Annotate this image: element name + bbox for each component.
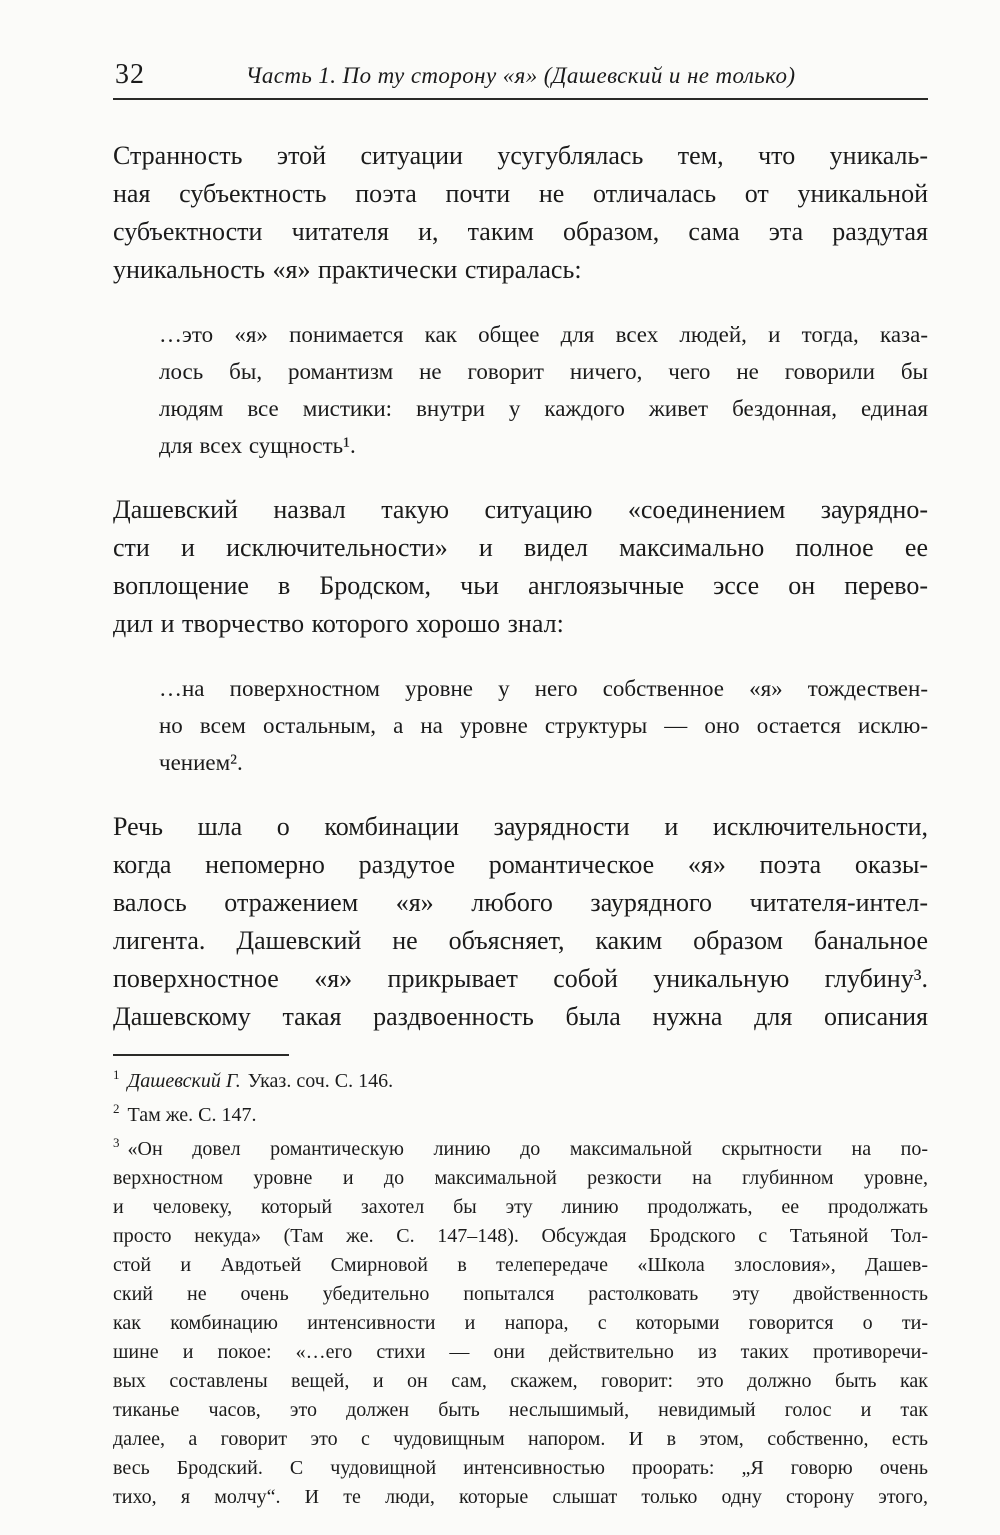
running-title: Часть 1. По ту сторону «я» (Дашевский и не только): [245, 63, 796, 88]
text-line: и человеку, который захотел бы эту линию продолжать, ее продолжать: [113, 1196, 928, 1218]
text-line: шине и покое: «…его стихи — они действительно из таких противоречи-: [113, 1341, 928, 1363]
text-line: тиканье часов, это должен быть неслышимый, невидимый голос и так: [113, 1399, 928, 1421]
paragraph-1: [113, 137, 928, 289]
page-number: 32: [115, 59, 145, 90]
blockquote-1: [113, 316, 928, 464]
paragraph-2: [113, 491, 928, 643]
footnote-text: Там же. С. 147.: [127, 1104, 257, 1126]
footnote-marker: 1: [113, 1067, 120, 1083]
footnote-text: «Он довел романтическую линию до максимальной скрытности на по-: [127, 1138, 928, 1160]
text-line: лигента. Дашевский не объясняет, каким образом банальное: [113, 926, 928, 955]
page-body: [113, 137, 928, 1036]
footnote-2: [113, 1101, 928, 1130]
text-line: [113, 1135, 928, 1164]
footnote-3-continuation: [113, 1164, 928, 1512]
text-line: когда непомерно раздутое романтическое «я» поэта оказы-: [113, 850, 928, 879]
blockquote-2: [113, 670, 928, 781]
text-line: воплощение в Бродском, чьи англоязычные эссе он перево-: [113, 571, 928, 600]
footnote-marker: 2: [113, 1101, 120, 1117]
text-line: Дашевский назвал такую ситуацию «соединением заурядно-: [113, 495, 928, 524]
text-line: просто некуда» (Там же. С. 147–148). Обсуждая Бродского с Татьяной Тол-: [113, 1225, 928, 1247]
text-line: поверхностное «я» прикрывает собой уникальную глубину³.: [113, 964, 928, 993]
text-line: как комбинацию интенсивности и напора, с которыми говорится о ти-: [113, 1312, 928, 1334]
footnote-3: [113, 1135, 928, 1512]
text-line: лось бы, романтизм не говорит ничего, чего не говорили бы: [159, 359, 928, 384]
text-line: субъектности читателя и, таким образом, сама эта раздутая: [113, 217, 928, 246]
text-line: вых составлены вещей, и он сам, скажем, говорит: это должно быть как: [113, 1370, 928, 1392]
text-line: ная субъектность поэта почти не отличалась от уникальной: [113, 179, 928, 208]
text-line: чением².: [159, 750, 243, 775]
text-line: людям все мистики: внутри у каждого живет бездонная, единая: [159, 396, 928, 421]
footnote-separator: [113, 1054, 289, 1056]
footnote-text: Указ. соч. С. 146.: [247, 1070, 394, 1092]
footnote-author: Дашевский Г.: [127, 1070, 241, 1092]
text-line: …на поверхностном уровне у него собственное «я» тождествен-: [159, 676, 928, 701]
text-line: верхностном уровне и до максимальной резкости на глубинном уровне,: [113, 1167, 928, 1189]
footnote-marker: 3: [113, 1135, 120, 1151]
footnotes: [113, 1054, 928, 1512]
text-line: стой и Авдотьей Смирновой в телепередаче «Школа злословия», Дашев-: [113, 1254, 928, 1276]
text-line: далее, а говорит это с чудовищным напором. И в этом, собственно, есть: [113, 1428, 928, 1450]
footnote-1: [113, 1067, 928, 1096]
text-line: для всех сущность¹.: [159, 433, 356, 458]
text-line: тихо, я молчу“. И те люди, которые слышат только одну сторону этого,: [113, 1486, 928, 1508]
text-line: Странность этой ситуации усугублялась тем, что уникаль-: [113, 141, 928, 170]
text-line: весь Бродский. С чудовищной интенсивностью проорать: „Я говорю очень: [113, 1457, 928, 1479]
text-line: дил и творчество которого хорошо знал:: [113, 609, 564, 638]
text-line: но всем остальным, а на уровне структуры — оно остается исклю-: [159, 713, 928, 738]
text-line: сти и исключительности» и видел максимально полное ее: [113, 533, 928, 562]
text-line: уникальность «я» практически стиралась:: [113, 255, 582, 284]
text-line: валось отражением «я» любого заурядного читателя-интел-: [113, 888, 928, 917]
text-line: …это «я» понимается как общее для всех людей, и тогда, каза-: [159, 322, 928, 347]
paragraph-3: [113, 808, 928, 1036]
text-line: ский не очень убедительно попытался растолковать эту двойственность: [113, 1283, 928, 1305]
running-head: [113, 56, 928, 100]
text-line: Дашевскому такая раздвоенность была нужна для описания: [113, 1002, 928, 1031]
text-line: Речь шла о комбинации заурядности и исключительности,: [113, 812, 928, 841]
